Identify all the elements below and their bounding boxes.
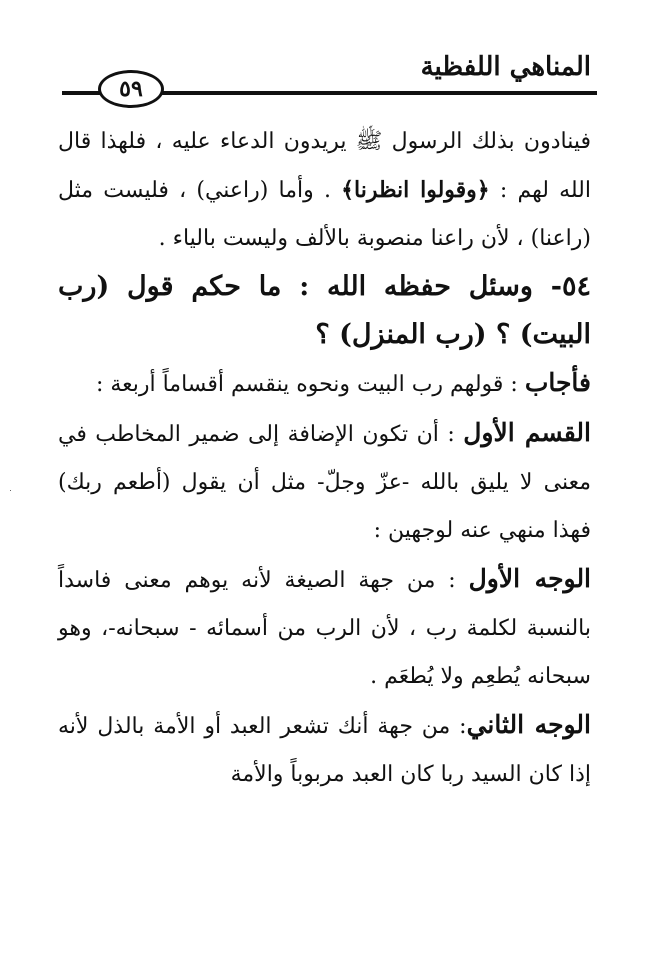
answer-text: : قولهم رب البيت ونحوه ينقسم أقساماً أربعة : [95,372,525,397]
second-aspect-paragraph [58,701,591,799]
quran-verse: ﴿وقولوا انظرنا﴾ [341,177,490,203]
first-aspect-text: : من جهة الصيغة لأنه يوهم معنى فاسداً بالنسبة لكلمة رب ، لأن الرب من أسمائه - سبحانه-، وهو سبحانه يُطعِم ولا يُطعَم . [58,568,591,689]
paragraph-text: . وأما (راعني) ، فليست مثل (راعنا) ، لأن راعنا منصوبة بالألف وليست بالياء . [58,178,591,251]
page-number: ٥٩ [98,70,164,108]
paragraph-text: فينادون بذلك الرسول ﷺ يريدون الدعاء عليه ، فلهذا قال الله لهم : [58,129,591,203]
answer-lead: فأجاب [524,368,591,397]
page-body [58,118,591,799]
second-aspect-text: : من جهة أنك تشعر العبد أو الأمة بالذل لأنه إذا كان السيد ربا كان العبد مربوباً والأمة [58,714,591,787]
section-one-text: : أن تكون الإضافة إلى ضمير المخاطب في معنى لا يليق بالله -عزّ وجلّ- مثل أن يقول (أطعم ربك) فهذا منهي عنه لوجهين : [58,422,591,543]
first-aspect-heading: الوجه الأول [468,564,592,593]
second-aspect-heading: الوجه الثاني [466,710,591,739]
section-one-heading: القسم الأول [463,418,591,447]
running-header-title: المناهي اللفظية [420,52,591,82]
question-54: ٥٤- وسئل حفظه الله : ما حكم قول (رب البيت) ؟ (رب المنزل) ؟ [58,271,591,350]
section-one-paragraph [58,409,591,555]
scan-speck [10,490,11,491]
paragraph-rae-na [58,118,591,263]
answer-paragraph [58,359,591,409]
first-aspect-paragraph [58,555,591,701]
